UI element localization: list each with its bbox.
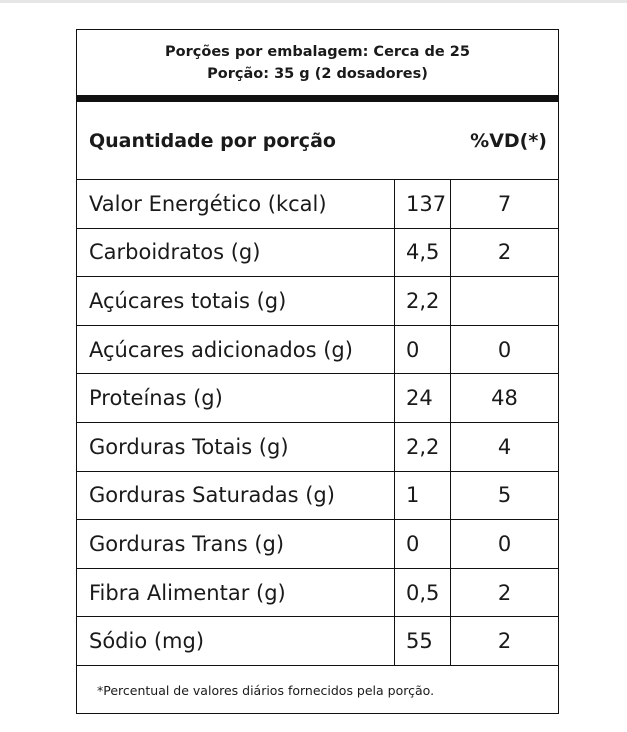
quantity-header: Quantidade por porção	[89, 129, 336, 152]
nutrient-amount: 137	[395, 180, 451, 228]
column-headers	[77, 102, 558, 180]
table-row	[77, 569, 558, 618]
nutrient-amount: 2,2	[395, 423, 451, 471]
servings-per-package: Porções por embalagem: Cerca de 25	[165, 43, 470, 60]
nutrient-dv: 0	[497, 531, 512, 556]
top-divider	[0, 0, 627, 3]
table-row	[77, 520, 558, 569]
nutrient-name: Açúcares adicionados (g)	[77, 326, 395, 374]
nutrient-dv: 7	[497, 191, 512, 216]
nutrient-name: Açúcares totais (g)	[77, 277, 395, 325]
table-row	[77, 180, 558, 229]
nutrition-facts-table	[76, 29, 559, 714]
nutrient-name: Sódio (mg)	[77, 617, 395, 665]
serving-info	[77, 30, 558, 102]
table-row	[77, 229, 558, 278]
nutrient-name: Gorduras Trans (g)	[77, 520, 395, 568]
serving-size: Porção: 35 g (2 dosadores)	[207, 65, 428, 82]
nutrient-dv: 5	[497, 483, 512, 508]
nutrient-dv: 0	[497, 337, 512, 362]
nutrient-dv: 48	[491, 386, 518, 411]
table-row	[77, 423, 558, 472]
nutrient-dv: 2	[497, 629, 512, 654]
table-row	[77, 326, 558, 375]
table-row	[77, 374, 558, 423]
nutrient-amount: 0	[395, 520, 451, 568]
nutrient-name: Gorduras Saturadas (g)	[77, 472, 395, 520]
nutrient-dv	[451, 277, 558, 325]
table-row	[77, 617, 558, 666]
nutrient-dv: 4	[497, 434, 512, 459]
nutrient-name: Proteínas (g)	[77, 374, 395, 422]
nutrient-rows	[77, 180, 558, 666]
nutrient-name: Carboidratos (g)	[77, 229, 395, 277]
nutrient-name: Gorduras Totais (g)	[77, 423, 395, 471]
nutrient-name: Fibra Alimentar (g)	[77, 569, 395, 617]
nutrient-amount: 2,2	[395, 277, 451, 325]
nutrient-dv: 2	[497, 580, 512, 605]
nutrient-amount: 0	[395, 326, 451, 374]
nutrient-dv: 2	[497, 240, 512, 265]
table-row	[77, 277, 558, 326]
dv-header: %VD(*)	[470, 129, 547, 152]
nutrient-name: Valor Energético (kcal)	[77, 180, 395, 228]
nutrient-amount: 4,5	[395, 229, 451, 277]
nutrient-amount: 1	[395, 472, 451, 520]
table-row	[77, 472, 558, 521]
footnote: *Percentual de valores diários fornecidos pela porção.	[97, 682, 435, 698]
nutrient-amount: 24	[395, 374, 451, 422]
nutrient-amount: 55	[395, 617, 451, 665]
nutrient-amount: 0,5	[395, 569, 451, 617]
